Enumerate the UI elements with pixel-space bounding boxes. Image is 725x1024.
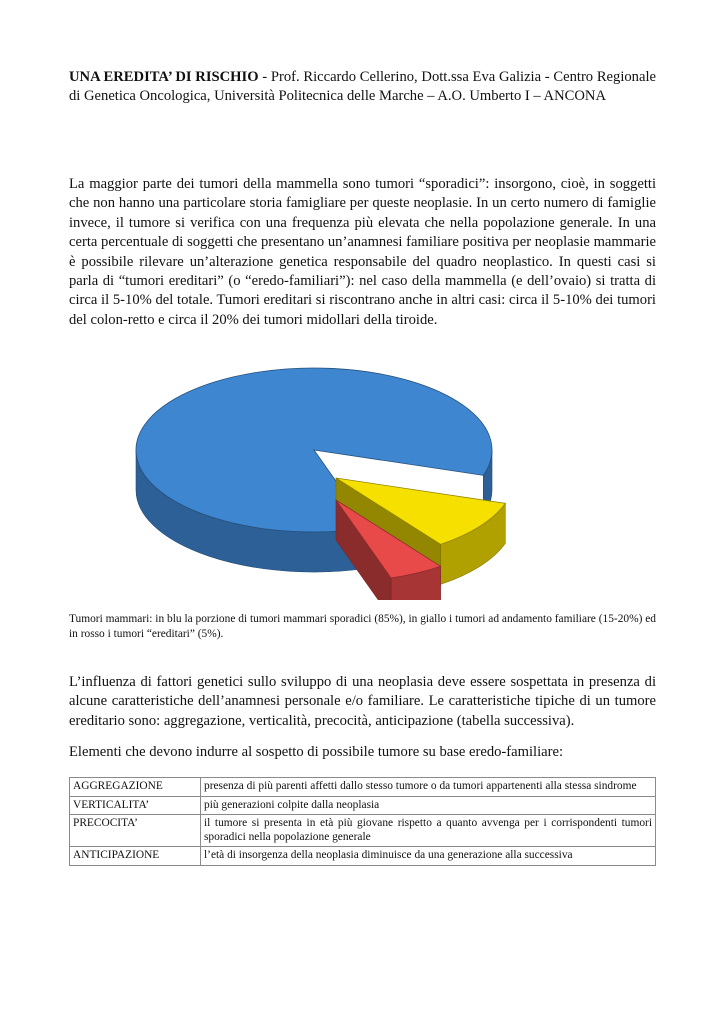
intro-paragraph: La maggior parte dei tumori della mammella sono tumori “sporadici”: insorgono, cioè, in soggetti che non hanno una particolare storia famigliare per queste neoplasie. In un certo numero di famiglie invece, il tumore si verifica con una frequenza più elevata che nella popolazione generale. In una certa percentuale di soggetti che presentano un’anamnesi familiare positiva per neoplasie mammarie è possibile rilevare un’alterazione genetica responsabile del quadro neoplastico. In questi casi si parla di “tumori ereditari” (o “eredo-familiari”): nel caso della mammella (e dell’ovaio) si tratta di circa il 5-10% del totale. Tumori ereditari si riscontrano anche in altri casi: circa il 5-10% dei tumori del colon-retto e circa il 20% dei tumori midollari della tiroide. [69,176,656,328]
criteria-term: PRECOCITA’ [70,815,201,847]
article-authors: - Prof. Riccardo Cellerino, Dott.ssa Eva Galizia - Centro Regionale di Genetica Oncologica, Università Politecnica delle Marche – A.O. Umberto I – ANCONA [69,69,656,104]
criteria-description: l’età di insorgenza della neoplasia diminuisce da una generazione alla successiva [201,847,656,866]
criteria-description: presenza di più parenti affetti dallo stesso tumore o da tumori appartenenti alla stessa sindrome [201,778,656,797]
pie-chart [109,355,529,600]
criteria-intro: Elementi che devono indurre al sospetto di possibile tumore su base eredo-familiare: [69,744,564,760]
table-row [70,796,656,815]
chart-caption: Tumori mammari: in blu la porzione di tumori mammari sporadici (85%), in giallo i tumori ad andamento familiare (15-20%) ed in rosso i tumori “ereditari” (5%). [69,613,656,640]
table-row [70,847,656,866]
criteria-table [69,777,656,866]
criteria-term: ANTICIPAZIONE [70,847,201,866]
table-row [70,778,656,797]
criteria-description: più generazioni colpite dalla neoplasia [201,796,656,815]
criteria-description: il tumore si presenta in età più giovane rispetto a quanto avvenga per i corrispondenti tumori sporadici nella popolazione generale [201,815,656,847]
table-row [70,815,656,847]
genetics-paragraph: L’influenza di fattori genetici sullo sviluppo di una neoplasia deve essere sospettata in presenza di alcune caratteristiche dell’anamnesi personale e/o familiare. Le caratteristiche tipiche di un tumore ereditario sono: aggregazione, verticalità, precocità, anticipazione (tabella successiva). [69,674,656,729]
criteria-term: VERTICALITA’ [70,796,201,815]
document-header [69,68,656,106]
criteria-term: AGGREGAZIONE [70,778,201,797]
article-title: UNA EREDITA’ DI RISCHIO [69,69,259,85]
